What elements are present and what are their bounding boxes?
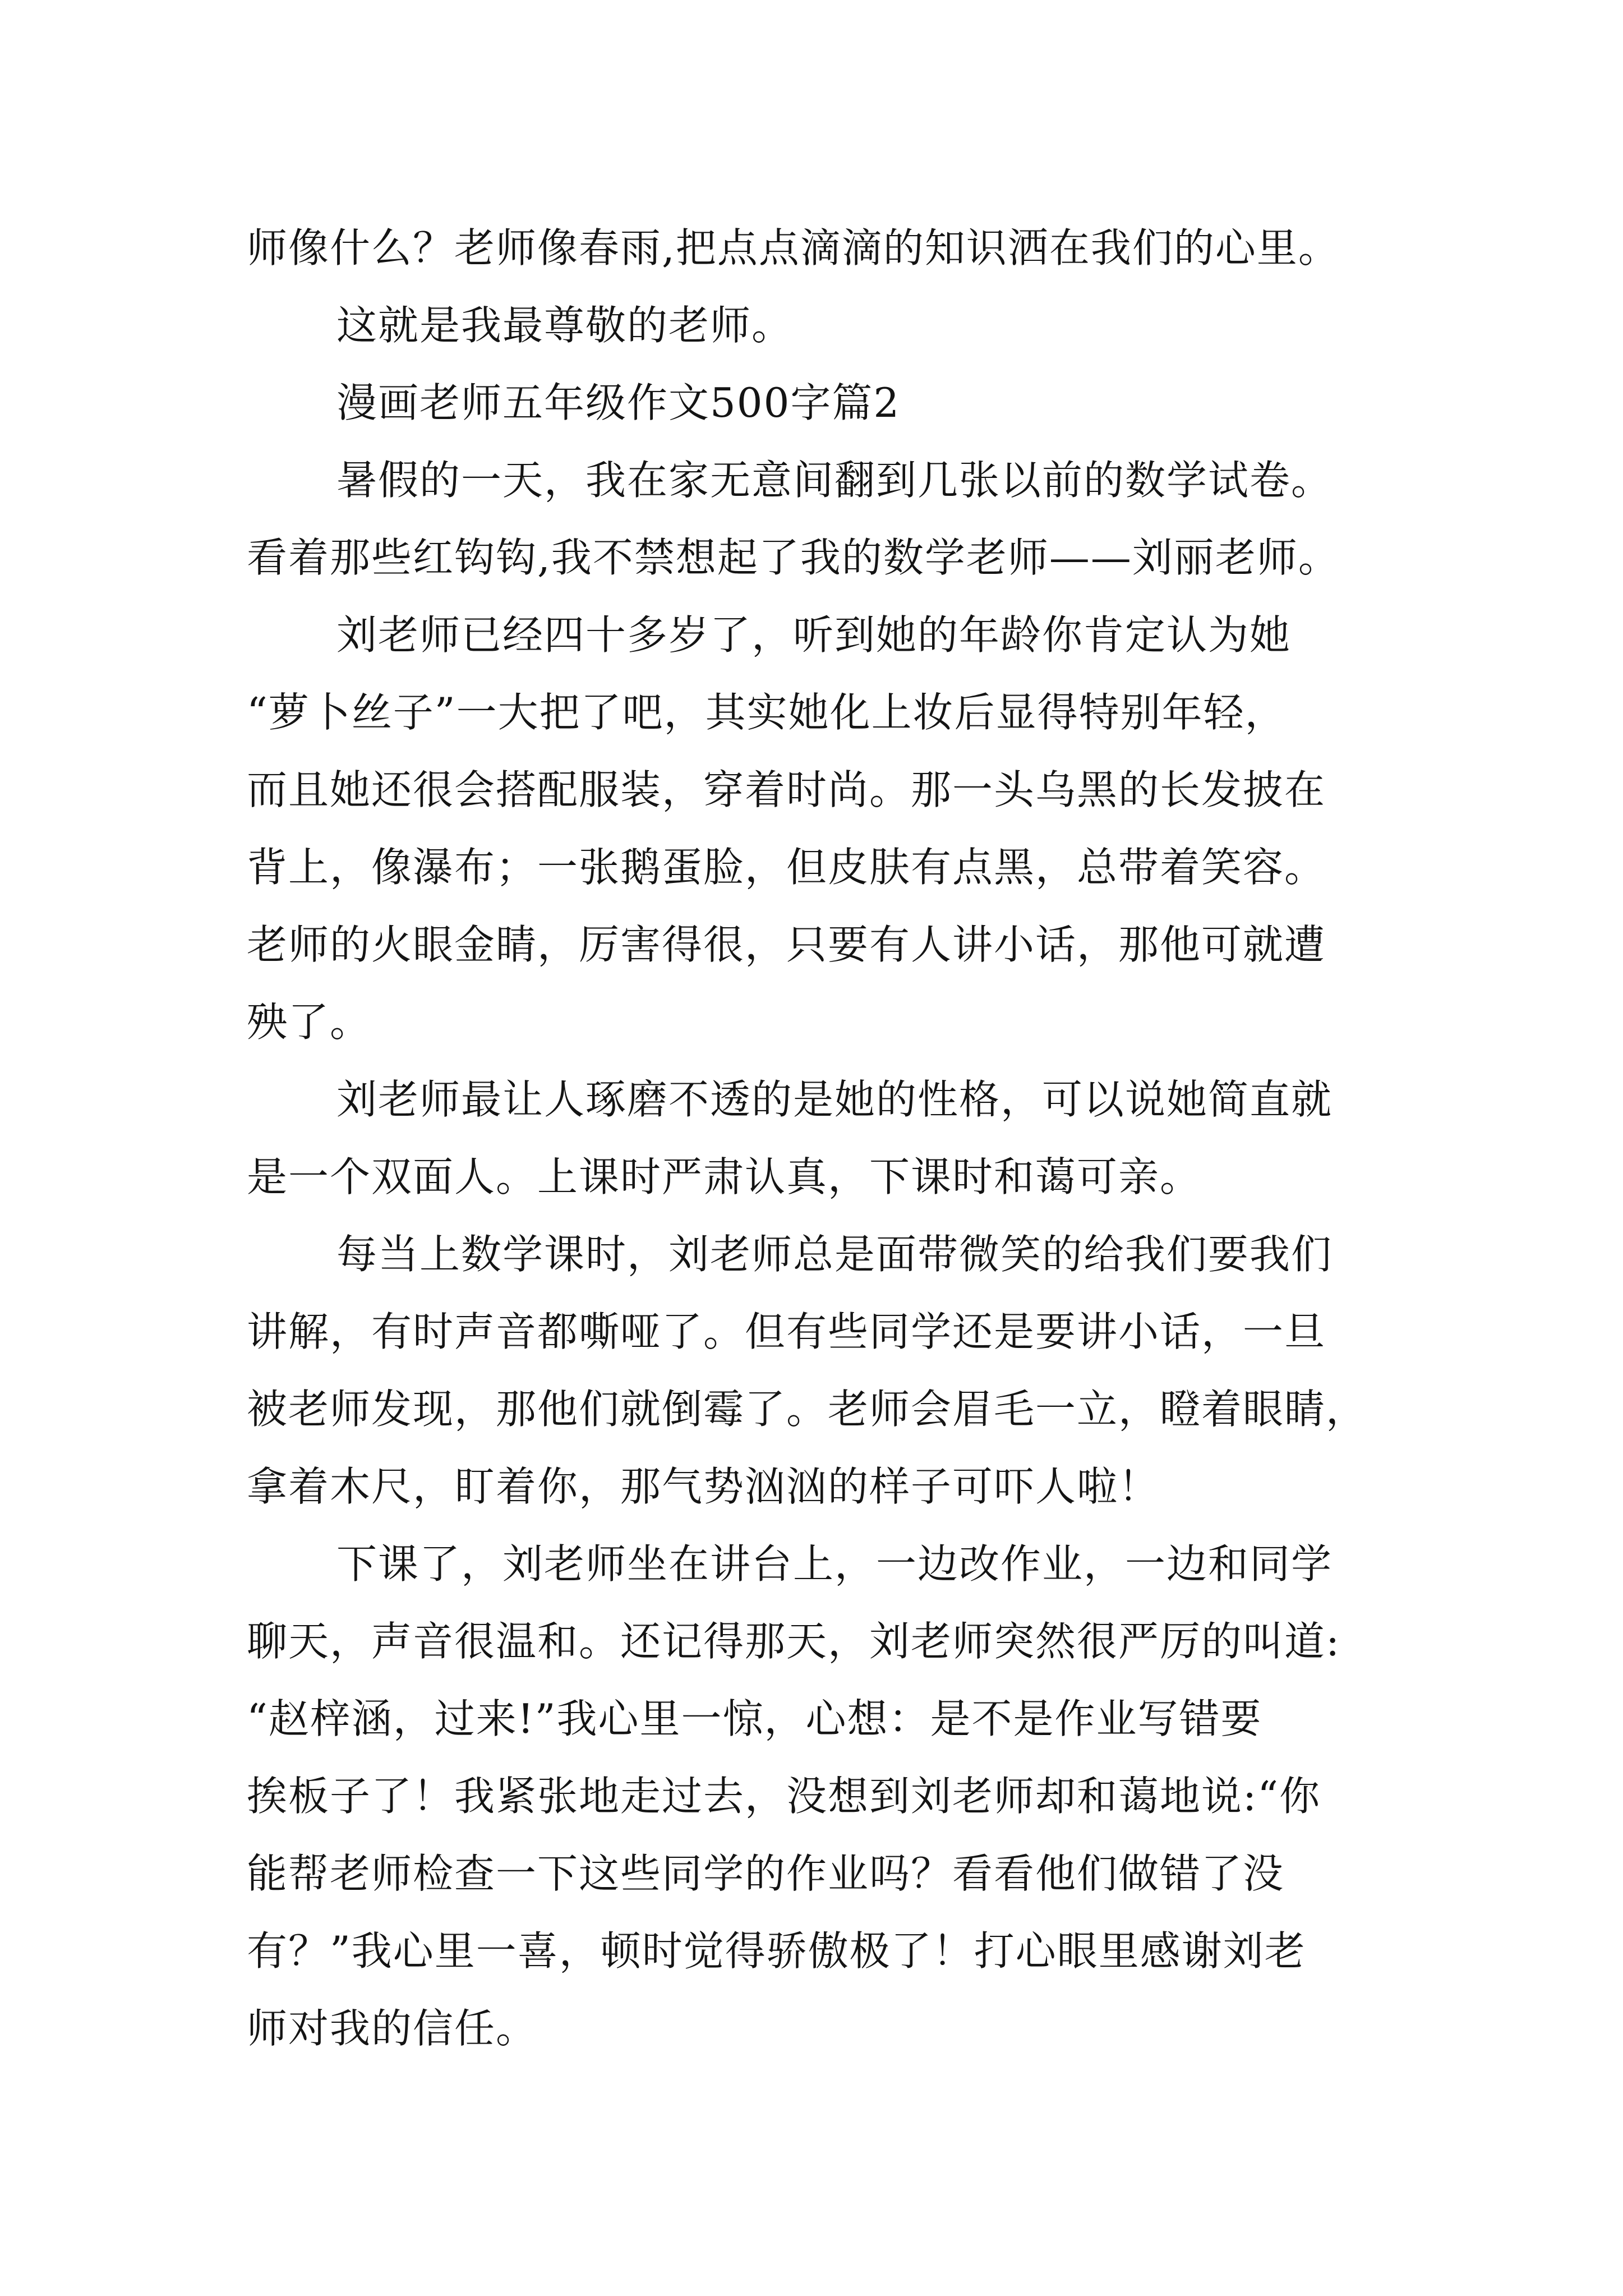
text-line: 刘老师最让人琢磨不透的是她的性格，可以说她简直就: [336, 1076, 1333, 1123]
text-line: “萝卜丝子”一大把了吧，其实她化上妆后显得特别年轻，: [247, 689, 1287, 736]
text-line: 讲解，有时声音都嘶哑了。但有些同学还是要讲小话，一旦: [247, 1308, 1326, 1355]
text-line: 师对我的信任。: [247, 2005, 538, 2052]
text-line: 而且她还很会搭配服装，穿着时尚。那一头乌黑的长发披在: [247, 766, 1326, 813]
text-line: 刘老师已经四十多岁了，听到她的年龄你肯定认为她: [336, 611, 1292, 659]
text-line: 下课了，刘老师坐在讲台上，一边改作业，一边和同学: [336, 1540, 1333, 1588]
text-line: 被老师发现，那他们就倒霉了。老师会眉毛一立，瞪着眼睛，: [247, 1386, 1368, 1433]
text-line: 有？”我心里一喜，顿时觉得骄傲极了！打心眼里感谢刘老: [247, 1927, 1306, 1975]
text-line: 是一个双面人。上课时严肃认真，下课时和蔼可亲。: [247, 1153, 1202, 1200]
text-line: 老师的火眼金睛，厉害得很，只要有人讲小话，那他可就遭: [247, 921, 1326, 968]
text-line: 拿着木尺，盯着你，那气势汹汹的样子可吓人啦！: [247, 1463, 1160, 1510]
section-heading: 漫画老师五年级作文500字篇2: [336, 379, 901, 426]
text-line: 每当上数学课时，刘老师总是面带微笑的给我们要我们: [336, 1231, 1333, 1278]
text-line: 能帮老师检查一下这些同学的作业吗？看看他们做错了没: [247, 1850, 1285, 1897]
text-line: 背上，像瀑布；一张鹅蛋脸，但皮肤有点黑，总带着笑容。: [247, 844, 1326, 891]
text-line: 暑假的一天，我在家无意间翻到几张以前的数学试卷。: [336, 457, 1333, 504]
text-line: 师像什么？老师像春雨,把点点滴滴的知识洒在我们的心里。: [247, 224, 1340, 272]
text-line: 挨板子了！我紧张地走过去，没想到刘老师却和蔼地说:“你: [247, 1773, 1321, 1820]
text-line: 殃了。: [247, 999, 372, 1046]
text-line: 聊天，声音很温和。还记得那天，刘老师突然很严厉的叫道:: [247, 1618, 1341, 1665]
text-line: “赵梓涵，过来!”我心里一惊，心想：是不是作业写错要: [247, 1695, 1262, 1742]
text-line: 看着那些红钩钩,我不禁想起了我的数学老师——刘丽老师。: [247, 534, 1340, 581]
text-line: 这就是我最尊敬的老师。: [336, 302, 794, 349]
